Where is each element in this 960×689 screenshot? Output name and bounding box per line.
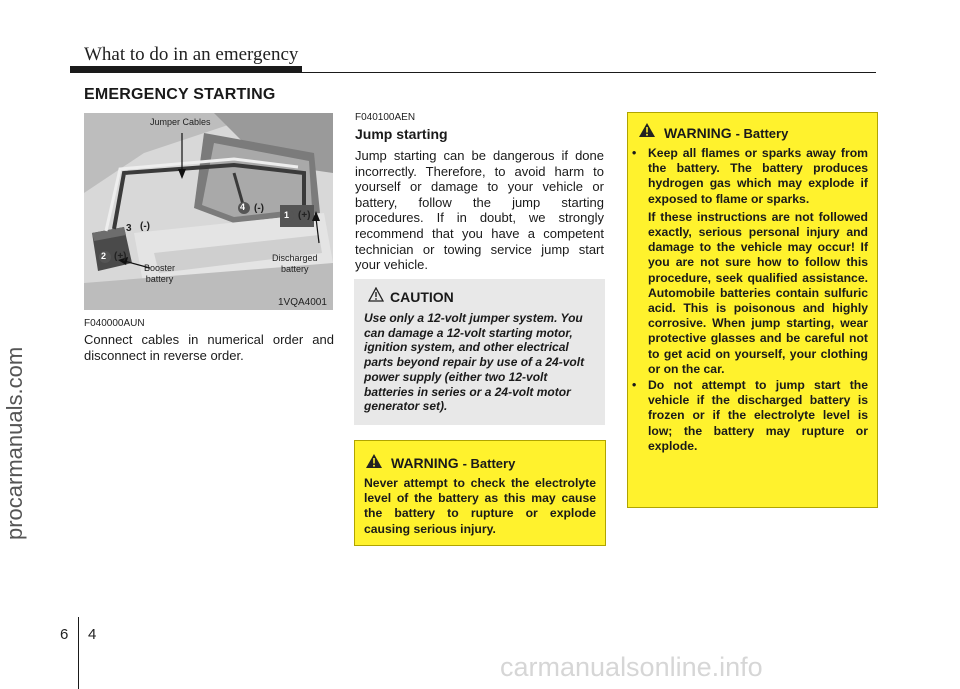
marker-3-sign: (-) bbox=[140, 221, 150, 232]
section-title: EMERGENCY STARTING bbox=[84, 86, 276, 103]
page-number: 4 bbox=[88, 626, 97, 643]
caution-title: CAUTION bbox=[390, 289, 454, 305]
marker-4: 4 bbox=[240, 202, 246, 212]
chapter-number: 6 bbox=[60, 626, 69, 643]
warning-box-battery bbox=[627, 112, 878, 508]
left-section-code: F040000AUN bbox=[84, 318, 145, 329]
warning-text-electrolyte: Never attempt to check the electrolyte level of the battery as this may cause the battery to rupture or explode causing serious injury. bbox=[364, 476, 596, 536]
marker-1: 1 bbox=[284, 210, 290, 220]
caution-box bbox=[354, 279, 605, 425]
warning-title-battery: WARNING - Battery bbox=[664, 125, 789, 141]
warning-triangle-icon bbox=[365, 453, 383, 469]
middle-section-code: F040100AEN bbox=[355, 112, 416, 123]
left-body-text: Connect cables in numerical order and disconnect in reverse order. bbox=[84, 332, 334, 363]
page-header-title: What to do in an emergency bbox=[84, 44, 299, 65]
marker-1-sign: (+) bbox=[298, 210, 311, 221]
jump-start-illustration bbox=[84, 113, 333, 310]
jump-starting-heading: Jump starting bbox=[355, 126, 448, 142]
jumper-cables-label: Jumper Cables bbox=[150, 117, 211, 127]
marker-4-sign: (-) bbox=[254, 203, 264, 214]
warning-box-electrolyte bbox=[354, 440, 606, 546]
caution-triangle-icon bbox=[368, 287, 384, 302]
booster-battery-label: Booster battery bbox=[144, 263, 176, 284]
side-watermark: procarmanuals.com bbox=[2, 346, 27, 540]
warning-triangle-icon bbox=[638, 122, 656, 138]
marker-2: 2 bbox=[101, 251, 107, 261]
discharged-battery-label: Discharged battery bbox=[272, 253, 318, 274]
header-rule bbox=[70, 72, 876, 73]
warning-list-battery bbox=[630, 146, 868, 455]
caution-text: Use only a 12-volt jumper system. You can damage a 12-volt starting motor, ignition system, and other electrical parts beyond repair by use of a 24-volt power supply (either two 12-volt batteries in series or a 24-volt motor generator set). bbox=[364, 311, 585, 414]
warning-item-flames: • Keep all flames or sparks away from the battery. The battery produces hydrogen gas which may explode if exposed to flame or sparks. If these instructions are not followed exactly, serious personal injury and damage to the vehicle may occur! If you are not sure how to follow this procedure, seek qualified assistance. Automobile batteries contain sulfuric acid. This is poisonous and highly corrosive. When jump starting, wear protective glasses and be careful not to get acid on yourself, your clothing or on the car. bbox=[632, 146, 868, 376]
warning-item-flames-para2: If these instructions are not followed exactly, serious personal injury and damage to the vehicle may occur! If you are not sure how to follow this procedure, seek qualified assistance. Automobile batteries contain sulfuric acid. This is poisonous and highly corrosive. When jump starting, wear protective glasses and be careful not to get acid on yourself, your clothing or on the car. bbox=[648, 209, 868, 376]
marker-3: 3 bbox=[126, 223, 132, 234]
jump-starting-text: Jump starting can be dangerous if done incorrectly. Therefore, to avoid harm to yourself or damage to your vehicle or battery, follow the jump starting procedures. If in doubt, we strongly recommend that you have a competent technician or towing service jump start your vehicle. bbox=[355, 148, 604, 273]
bottom-watermark: carmanualsonline.info bbox=[500, 652, 763, 682]
car-trunk-drawing bbox=[84, 113, 333, 310]
figure-code: 1VQA4001 bbox=[278, 297, 327, 308]
page-number-divider bbox=[78, 617, 79, 689]
warning-item-frozen: • Do not attempt to jump start the vehicle if the discharged battery is frozen or if the electrolyte level is low; the battery may rupture or explode. bbox=[632, 378, 868, 453]
marker-2-sign: (+) bbox=[114, 251, 127, 262]
warning-title-electrolyte: WARNING - Battery bbox=[391, 455, 516, 471]
